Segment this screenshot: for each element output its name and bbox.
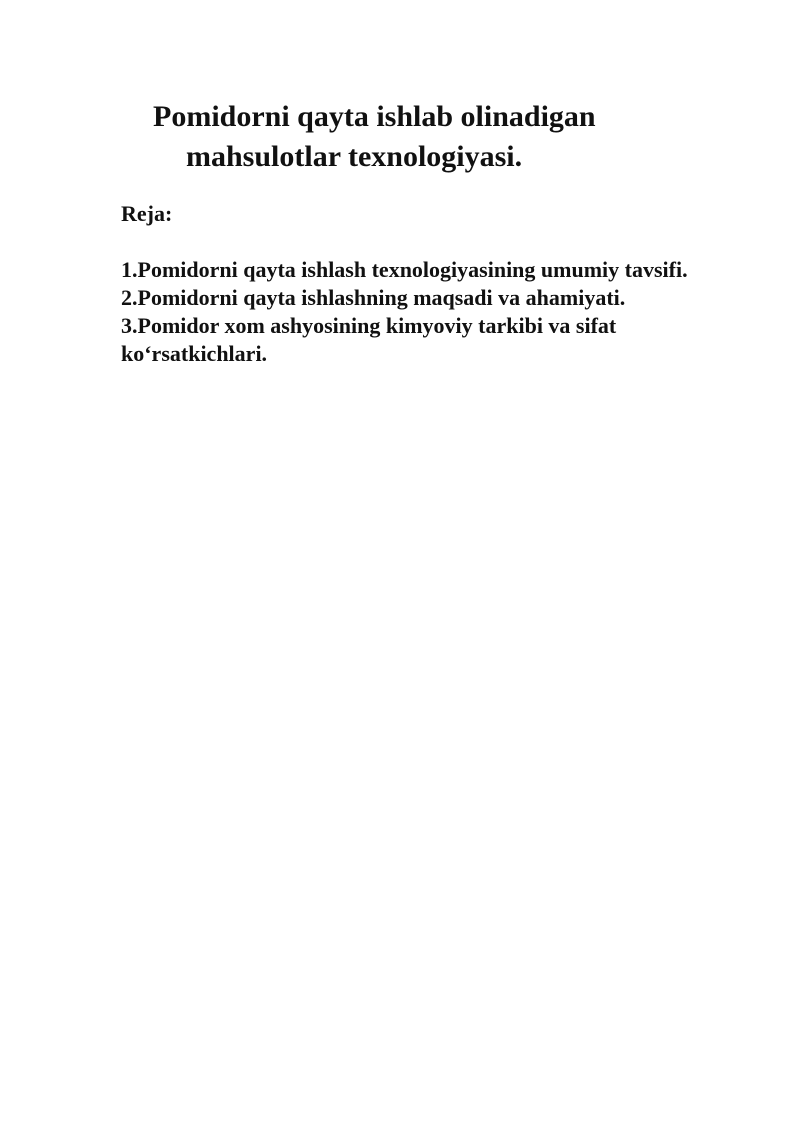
plan-item-1: 1.Pomidorni qayta ishlash texnologiyasining umumiy tavsifi. (121, 257, 688, 282)
plan-label: Reja: (121, 201, 173, 226)
document-title-line-1: Pomidorni qayta ishlab olinadigan (153, 100, 596, 133)
document-title-line-2: mahsulotlar texnologiyasi. (186, 140, 523, 173)
plan-item-2: 2.Pomidorni qayta ishlashning maqsadi va ahamiyati. (121, 285, 626, 310)
plan-list (121, 256, 701, 368)
plan-item-3: 3.Pomidor xom ashyosining kimyoviy tarkibi va sifat ko‘rsatkichlari. (121, 313, 617, 366)
